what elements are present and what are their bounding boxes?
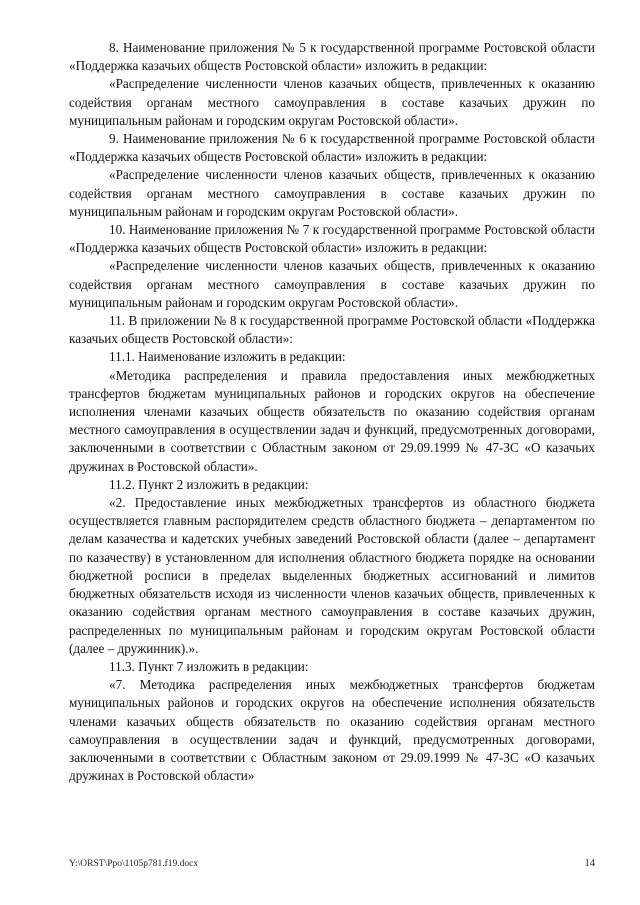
paragraph-quote-11-2: «2. Предоставление иных межбюджетных трансфертов из областного бюджета осуществляется главным распорядителем средств областного бюджета – департаментом по делам казачества и кадетских учебных заведений Ростовской области (далее – департамент по казачеству) в установленном для исполнения областного бюджета порядке на основании бюджетной росписи в пределах выделенных бюджетных ассигнований и лимитов бюджетных обязательств исходя из численности членов казачьих обществ, привлеченных к оказанию содействия органам местного самоуправления в составе казачьих дружин, распределенных по муниципальным районам и городским округам Ростовской области (далее – дружинник).». xyxy=(69,495,595,656)
paragraph-quote-10: «Распределение численности членов казачьих обществ, привлеченных к оказанию содействия органам местного самоуправления в составе казачьих дружин по муниципальным районам и городским округам Ростовской области». xyxy=(69,258,595,310)
footer-file-path: Y:\ORST\Ppo\1105p781.f19.docx xyxy=(69,859,199,869)
paragraph-item-10: 10. Наименование приложения № 7 к государственной программе Ростовской области «Поддержка казачьих обществ Ростовской области» изложить в редакции: xyxy=(69,222,595,256)
paragraph-item-11-1: 11.1. Наименование изложить в редакции: xyxy=(109,349,346,365)
paragraph-item-11: 11. В приложении № 8 к государственной программе Ростовской области «Поддержка казачьих обществ Ростовской области»: xyxy=(69,313,595,347)
document-body xyxy=(69,39,595,785)
paragraph-quote-9: «Распределение численности членов казачьих обществ, привлеченных к оказанию содействия органам местного самоуправления в составе казачьих дружин по муниципальным районам и городским округам Ростовской области». xyxy=(69,167,595,219)
paragraph-quote-11-1: «Методика распределения и правила предоставления иных межбюджетных трансфертов бюджетам муниципальных районов и городских округов на обеспечение исполнения членами казачьих обществ обязательств по оказанию содействия органам местного самоуправления в осуществлении задач и функций, предусмотренных договорами, заключенными в соответствии с Областным законом от 29.09.1999 № 47-ЗС «О казачьих дружинах в Ростовской области». xyxy=(69,367,595,474)
paragraph-item-9: 9. Наименование приложения № 6 к государственной программе Ростовской области «Поддержка казачьих обществ Ростовской области» изложить в редакции: xyxy=(69,131,595,165)
page-number: 14 xyxy=(584,858,595,869)
paragraph-quote-8: «Распределение численности членов казачьих обществ, привлеченных к оказанию содействия органам местного самоуправления в составе казачьих дружин по муниципальным районам и городским округам Ростовской области». xyxy=(69,76,595,128)
paragraph-item-8: 8. Наименование приложения № 5 к государственной программе Ростовской области «Поддержка казачьих обществ Ростовской области» изложить в редакции: xyxy=(69,40,595,74)
paragraph-quote-11-3: «7. Методика распределения иных межбюджетных трансфертов бюджетам муниципальных районов и городских округов на обеспечение исполнения обязательств членами казачьих обществ обязательств по оказанию содействия органам местного самоуправления в осуществлении задач и функций, предусмотренных договорами, заключенными в соответствии с Областным законом от 29.09.1999 № 47-ЗС «О казачьих дружинах в Ростовской области» xyxy=(69,677,595,784)
paragraph-item-11-3: 11.3. Пункт 7 изложить в редакции: xyxy=(109,658,309,674)
paragraph-item-11-2: 11.2. Пункт 2 изложить в редакции: xyxy=(109,476,309,492)
